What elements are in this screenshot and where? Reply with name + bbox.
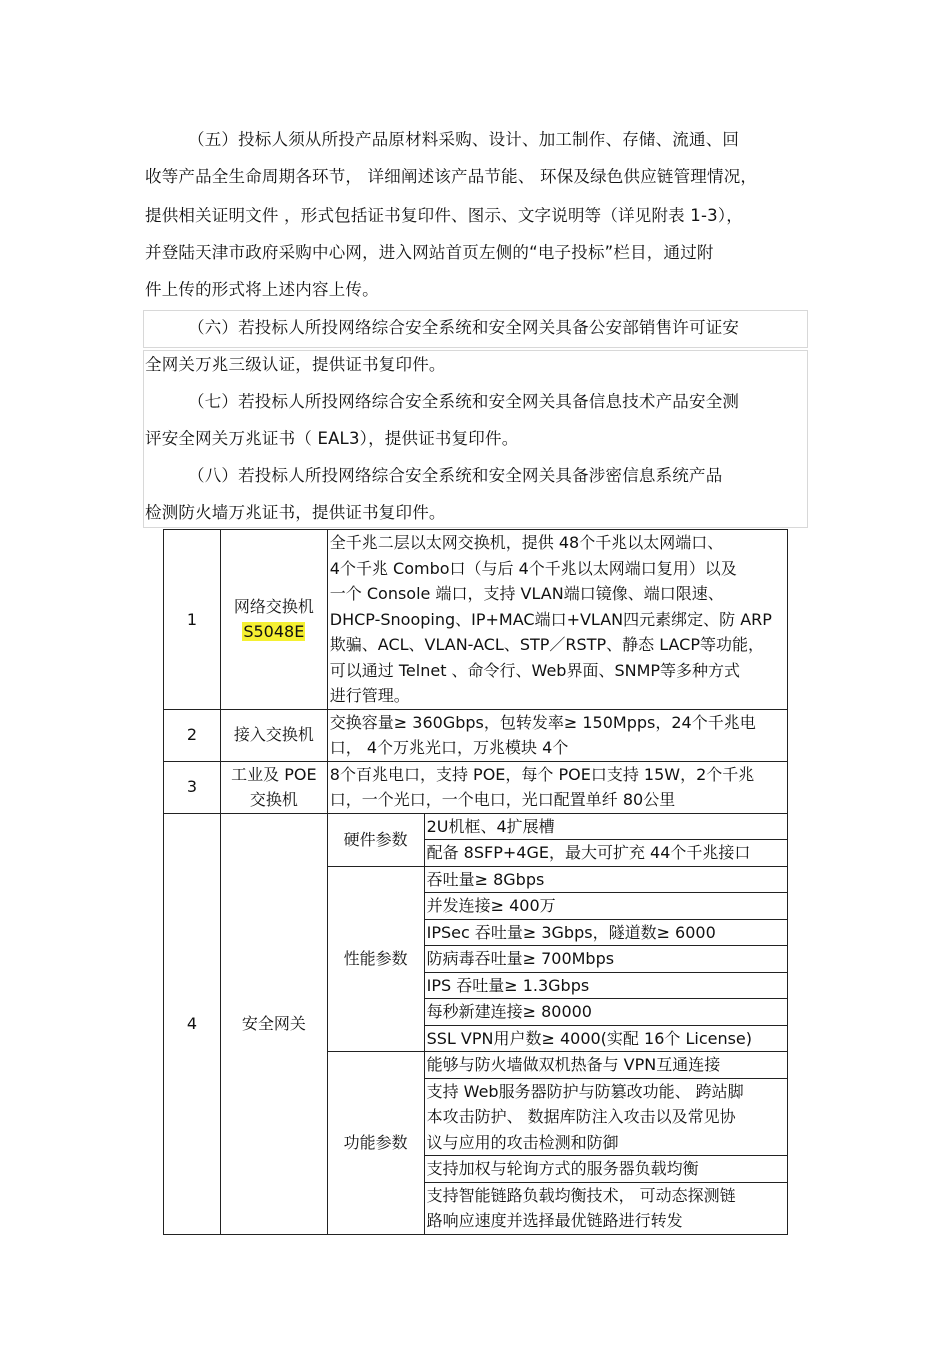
spec-line: 全千兆二层以太网交换机，提供 48个千兆以太网端口、 <box>329 533 724 552</box>
paragraph-6-line-2: 全网关万兆三级认证，提供证书复印件。 <box>145 355 446 374</box>
table-row <box>164 761 788 813</box>
spec-line: 8个百兆电口，支持 POE，每个 POE口支持 15W，2个千兆 <box>329 764 755 784</box>
function-item <box>424 1182 787 1234</box>
paragraph-7-line-1: （七）若投标人所投网络综合安全系统和安全网关具备信息技术产品安全测 <box>188 392 740 411</box>
row-number: 1 <box>164 530 221 710</box>
function-item-line: 能够与防火墙做双机热备与 VPN互通连接 <box>426 1055 721 1074</box>
performance-item: 防病毒吞吐量≥ 700Mbps <box>424 946 787 973</box>
spec-cell <box>327 761 787 813</box>
performance-item: IPSec 吞吐量≥ 3Gbps，隧道数≥ 6000 <box>424 919 787 946</box>
paragraph-5-line-3: 提供相关证明文件 ，形式包括证书复印件、图示、文字说明等（详见附表 1-3）， <box>145 206 743 225</box>
paragraph-7-line-2: 评安全网关万兆证书（ EAL3），提供证书复印件。 <box>145 429 519 448</box>
function-item-line: 支持加权与轮询方式的服务器负载均衡 <box>426 1159 699 1178</box>
row-number: 3 <box>164 761 221 813</box>
paragraph-8-line-1: （八）若投标人所投网络综合安全系统和安全网关具备涉密信息系统产品 <box>188 466 723 485</box>
performance-item: 每秒新建连接≥ 80000 <box>424 999 787 1026</box>
function-params-label: 功能参数 <box>327 1052 424 1235</box>
equipment-name: 接入交换机 <box>220 709 327 761</box>
hardware-params-label: 硬件参数 <box>327 813 424 866</box>
spec-line: 交换容量≥ 360Gbps，包转发率≥ 150Mpps，24个千兆电 <box>329 712 756 732</box>
model-number-highlight: S5048E <box>243 622 305 642</box>
function-item <box>424 1052 787 1079</box>
equipment-name-cell <box>220 761 327 813</box>
function-item <box>424 1078 787 1156</box>
function-item-line: 本攻击防护、 数据库防注入攻击以及常见协 <box>426 1107 736 1126</box>
performance-item: 吞吐量≥ 8Gbps <box>424 866 787 893</box>
spec-line: 欺骗、ACL、VLAN-ACL、STP／RSTP、静态 LACP等功能， <box>329 635 764 654</box>
paragraph-5-line-4: 并登陆天津市政府采购中心网，进入网站首页左侧的“电子投标”栏目，通过附 <box>145 243 714 262</box>
hardware-item: 配备 8SFP+4GE，最大可扩充 44个千兆接口 <box>424 840 787 867</box>
spec-cell <box>327 709 787 761</box>
function-item-line: 支持智能链路负载均衡技术， 可动态探测链 <box>426 1185 736 1205</box>
table-row <box>164 530 788 710</box>
paragraph-6-line-1: （六）若投标人所投网络综合安全系统和安全网关具备公安部销售许可证安 <box>188 318 740 337</box>
equipment-name-line: 工业及 POE <box>231 764 317 784</box>
function-item-line: 支持 Web服务器防护与防篡改功能、 跨站脚 <box>426 1081 744 1101</box>
function-item <box>424 1156 787 1183</box>
spec-line: DHCP-Snooping、IP+MAC端口+VLAN四元素绑定、防 ARP <box>329 609 772 629</box>
spec-line: 口， 4个万兆光口，万兆模块 4个 <box>329 738 569 757</box>
spec-line: 一个 Console 端口，支持 VLAN端口镜像、端口限速、 <box>329 584 724 603</box>
performance-params-label: 性能参数 <box>327 866 424 1052</box>
equipment-name: 安全网关 <box>220 813 327 1234</box>
function-item-line: 路响应速度并选择最优链路进行转发 <box>426 1211 683 1230</box>
hardware-item: 2U机框、4扩展槽 <box>424 813 787 840</box>
spec-line: 进行管理。 <box>329 686 410 705</box>
table-row <box>164 813 788 840</box>
paragraph-5-line-1: （五）投标人须从所投产品原材料采购、设计、加工制作、存储、流通、回 <box>188 130 740 149</box>
spec-line: 4个千兆 Combo口（与后 4个千兆以太网端口复用）以及 <box>329 558 737 578</box>
paragraph-5-line-5: 件上传的形式将上述内容上传。 <box>145 280 379 299</box>
function-item-line: 议与应用的攻击检测和防御 <box>426 1132 619 1152</box>
equipment-name-line: 交换机 <box>249 790 298 809</box>
equipment-name-cell <box>220 530 327 710</box>
paragraph-5-line-2: 收等产品全生命周期各环节， 详细阐述该产品节能、 环保及绿色供应链管理情况， <box>145 167 758 186</box>
row-number: 2 <box>164 709 221 761</box>
performance-item: IPS 吞吐量≥ 1.3Gbps <box>424 972 787 999</box>
equipment-spec-table <box>163 529 788 1235</box>
paragraph-8-line-2: 检测防火墙万兆证书，提供证书复印件。 <box>145 503 446 522</box>
spec-line: 口，一个光口，一个电口，光口配置单纤 80公里 <box>329 790 676 809</box>
spec-line: 可以通过 Telnet 、命令行、Web界面、SNMP等多种方式 <box>329 660 741 680</box>
equipment-name: 网络交换机 <box>233 596 314 616</box>
performance-item: 并发连接≥ 400万 <box>424 893 787 920</box>
row-number: 4 <box>164 813 221 1234</box>
spec-cell <box>327 530 787 710</box>
performance-item: SSL VPN用户数≥ 4000(实配 16个 License) <box>424 1025 787 1052</box>
table-row <box>164 709 788 761</box>
